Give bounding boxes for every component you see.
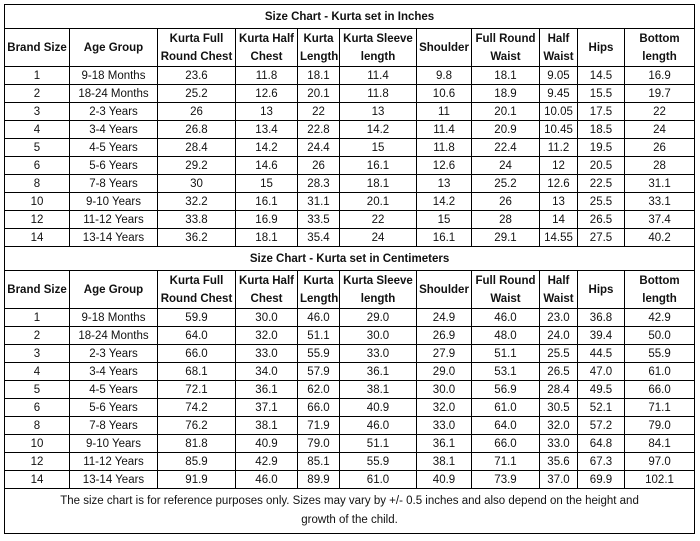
table-cell: 11: [417, 103, 472, 121]
table-cell: 71.1: [625, 399, 695, 417]
table-row: [5, 363, 695, 381]
table-cell: 36.1: [236, 381, 298, 399]
table-cell: 30.0: [340, 327, 417, 345]
table-cell: 16.1: [340, 157, 417, 175]
size-chart: [4, 4, 694, 534]
table-cell: 9-10 Years: [70, 435, 158, 453]
table-cell: 69.9: [578, 471, 625, 489]
table-cell: 55.9: [298, 345, 340, 363]
table-cell: 67.3: [578, 453, 625, 471]
table-cell: 26: [158, 103, 236, 121]
section-title: Size Chart - Kurta set in Inches: [5, 5, 695, 29]
table-cell: 10: [5, 193, 70, 211]
table-cell: 4: [5, 363, 70, 381]
table-cell: 26.5: [578, 211, 625, 229]
column-header: Shoulder: [417, 271, 472, 309]
column-header: Kurta Half Chest: [236, 29, 298, 67]
table-row: [5, 121, 695, 139]
table-cell: 38.1: [340, 381, 417, 399]
inches-title-row: [5, 5, 695, 29]
table-cell: 16.1: [236, 193, 298, 211]
table-cell: 13-14 Years: [70, 471, 158, 489]
table-cell: 42.9: [236, 453, 298, 471]
table-cell: 40.9: [236, 435, 298, 453]
table-cell: 29.2: [158, 157, 236, 175]
table-cell: 12: [5, 453, 70, 471]
column-header: Shoulder: [417, 29, 472, 67]
table-cell: 11.8: [340, 85, 417, 103]
table-cell: 46.0: [236, 471, 298, 489]
table-cell: 7-8 Years: [70, 417, 158, 435]
table-row: [5, 435, 695, 453]
table-cell: 28.4: [158, 139, 236, 157]
table-cell: 10.05: [540, 103, 578, 121]
table-cell: 14.2: [236, 139, 298, 157]
table-cell: 53.1: [472, 363, 540, 381]
column-header: Hips: [578, 29, 625, 67]
table-cell: 38.1: [236, 417, 298, 435]
table-cell: 47.0: [578, 363, 625, 381]
table-cell: 3-4 Years: [70, 121, 158, 139]
table-cell: 35.4: [298, 229, 340, 247]
table-cell: 18.5: [578, 121, 625, 139]
table-cell: 68.1: [158, 363, 236, 381]
footnote: The size chart is for reference purposes only. Sizes may vary by +/- 0.5 inches and also depend on the height and growth of the child.: [5, 489, 695, 534]
table-cell: 2: [5, 327, 70, 345]
table-cell: 22: [298, 103, 340, 121]
table-cell: 84.1: [625, 435, 695, 453]
table-cell: 9.45: [540, 85, 578, 103]
table-cell: 20.1: [298, 85, 340, 103]
table-cell: 33.0: [540, 435, 578, 453]
column-header: Kurta Half Chest: [236, 271, 298, 309]
table-cell: 6: [5, 399, 70, 417]
table-cell: 22.5: [578, 175, 625, 193]
table-row: [5, 417, 695, 435]
table-row: [5, 327, 695, 345]
table-cell: 14.6: [236, 157, 298, 175]
table-cell: 51.1: [298, 327, 340, 345]
table-cell: 18.1: [236, 229, 298, 247]
table-row: [5, 85, 695, 103]
table-cell: 3: [5, 103, 70, 121]
table-cell: 32.0: [540, 417, 578, 435]
column-header: Bottom length: [625, 271, 695, 309]
table-cell: 22: [340, 211, 417, 229]
table-cell: 26: [472, 193, 540, 211]
table-cell: 20.9: [472, 121, 540, 139]
table-cell: 7-8 Years: [70, 175, 158, 193]
table-row: [5, 157, 695, 175]
table-cell: 12.6: [236, 85, 298, 103]
table-row: [5, 175, 695, 193]
table-cell: 51.1: [472, 345, 540, 363]
table-cell: 57.9: [298, 363, 340, 381]
table-cell: 27.9: [417, 345, 472, 363]
table-cell: 76.2: [158, 417, 236, 435]
table-cell: 20.1: [472, 103, 540, 121]
table-row: [5, 381, 695, 399]
column-header: Full Round Waist: [472, 29, 540, 67]
table-cell: 37.1: [236, 399, 298, 417]
table-cell: 9-18 Months: [70, 309, 158, 327]
table-cell: 62.0: [298, 381, 340, 399]
table-cell: 9.05: [540, 67, 578, 85]
column-header: Kurta Length: [298, 29, 340, 67]
table-cell: 44.5: [578, 345, 625, 363]
table-cell: 24.0: [540, 327, 578, 345]
table-row: [5, 399, 695, 417]
table-cell: 24: [472, 157, 540, 175]
table-cell: 27.5: [578, 229, 625, 247]
table-row: [5, 309, 695, 327]
table-cell: 66.0: [158, 345, 236, 363]
table-cell: 33.1: [625, 193, 695, 211]
column-header: Kurta Full Round Chest: [158, 29, 236, 67]
size-chart-body: [5, 5, 695, 534]
table-cell: 8: [5, 417, 70, 435]
table-cell: 89.9: [298, 471, 340, 489]
table-row: [5, 139, 695, 157]
table-cell: 55.9: [340, 453, 417, 471]
table-cell: 26.8: [158, 121, 236, 139]
table-cell: 11.4: [340, 67, 417, 85]
table-cell: 4: [5, 121, 70, 139]
table-cell: 13.4: [236, 121, 298, 139]
table-cell: 33.0: [417, 417, 472, 435]
table-cell: 32.0: [417, 399, 472, 417]
table-cell: 11-12 Years: [70, 453, 158, 471]
column-header: Full Round Waist: [472, 271, 540, 309]
table-cell: 73.9: [472, 471, 540, 489]
table-cell: 28: [472, 211, 540, 229]
column-header: Kurta Sleeve length: [340, 271, 417, 309]
table-cell: 18.1: [298, 67, 340, 85]
table-cell: 3: [5, 345, 70, 363]
table-cell: 4-5 Years: [70, 381, 158, 399]
table-cell: 15.5: [578, 85, 625, 103]
table-cell: 61.0: [340, 471, 417, 489]
table-cell: 25.5: [540, 345, 578, 363]
table-cell: 33.5: [298, 211, 340, 229]
table-cell: 1: [5, 309, 70, 327]
table-cell: 23.6: [158, 67, 236, 85]
table-cell: 51.1: [340, 435, 417, 453]
table-cell: 28.4: [540, 381, 578, 399]
table-cell: 4-5 Years: [70, 139, 158, 157]
table-cell: 30.0: [236, 309, 298, 327]
table-cell: 64.0: [158, 327, 236, 345]
table-cell: 61.0: [625, 363, 695, 381]
column-header: Half Waist: [540, 271, 578, 309]
table-cell: 61.0: [472, 399, 540, 417]
table-cell: 18-24 Months: [70, 327, 158, 345]
table-cell: 1: [5, 67, 70, 85]
column-header: Age Group: [70, 271, 158, 309]
table-cell: 36.8: [578, 309, 625, 327]
table-cell: 48.0: [472, 327, 540, 345]
table-cell: 36.1: [417, 435, 472, 453]
table-cell: 5-6 Years: [70, 399, 158, 417]
table-cell: 5: [5, 381, 70, 399]
table-cell: 72.1: [158, 381, 236, 399]
table-cell: 66.0: [472, 435, 540, 453]
table-cell: 25.2: [472, 175, 540, 193]
column-header: Age Group: [70, 29, 158, 67]
column-header: Kurta Length: [298, 271, 340, 309]
table-cell: 8: [5, 175, 70, 193]
table-cell: 31.1: [298, 193, 340, 211]
table-cell: 26.5: [540, 363, 578, 381]
table-cell: 9-18 Months: [70, 67, 158, 85]
table-cell: 24.4: [298, 139, 340, 157]
table-cell: 12: [540, 157, 578, 175]
table-cell: 14.55: [540, 229, 578, 247]
table-cell: 42.9: [625, 309, 695, 327]
table-cell: 16.1: [417, 229, 472, 247]
table-cell: 10.6: [417, 85, 472, 103]
table-cell: 64.8: [578, 435, 625, 453]
table-cell: 29.1: [472, 229, 540, 247]
table-cell: 15: [417, 211, 472, 229]
table-cell: 38.1: [417, 453, 472, 471]
inches-header-row: [5, 29, 695, 67]
table-cell: 20.1: [340, 193, 417, 211]
table-cell: 16.9: [625, 67, 695, 85]
table-cell: 10.45: [540, 121, 578, 139]
table-cell: 24: [625, 121, 695, 139]
table-cell: 14.2: [340, 121, 417, 139]
table-cell: 64.0: [472, 417, 540, 435]
table-cell: 17.5: [578, 103, 625, 121]
table-cell: 26: [625, 139, 695, 157]
table-cell: 18-24 Months: [70, 85, 158, 103]
table-cell: 39.4: [578, 327, 625, 345]
section-title: Size Chart - Kurta set in Centimeters: [5, 247, 695, 271]
table-cell: 81.8: [158, 435, 236, 453]
table-cell: 26: [298, 157, 340, 175]
footnote-row: [5, 489, 695, 534]
table-cell: 6: [5, 157, 70, 175]
table-cell: 14.2: [417, 193, 472, 211]
table-cell: 14: [5, 471, 70, 489]
table-cell: 85.9: [158, 453, 236, 471]
table-cell: 12.6: [417, 157, 472, 175]
table-cell: 14.5: [578, 67, 625, 85]
table-cell: 9-10 Years: [70, 193, 158, 211]
column-header: Brand Size: [5, 271, 70, 309]
table-cell: 13-14 Years: [70, 229, 158, 247]
table-cell: 12: [5, 211, 70, 229]
table-cell: 36.1: [340, 363, 417, 381]
table-cell: 14: [540, 211, 578, 229]
table-cell: 13: [540, 193, 578, 211]
table-cell: 13: [236, 103, 298, 121]
table-cell: 30.0: [417, 381, 472, 399]
table-cell: 16.9: [236, 211, 298, 229]
table-cell: 29.0: [340, 309, 417, 327]
table-cell: 5: [5, 139, 70, 157]
table-row: [5, 67, 695, 85]
table-cell: 40.9: [340, 399, 417, 417]
table-cell: 24.9: [417, 309, 472, 327]
table-cell: 2-3 Years: [70, 103, 158, 121]
table-row: [5, 345, 695, 363]
table-cell: 14: [5, 229, 70, 247]
table-cell: 11.8: [417, 139, 472, 157]
table-cell: 18.1: [472, 67, 540, 85]
table-cell: 102.1: [625, 471, 695, 489]
column-header: Kurta Sleeve length: [340, 29, 417, 67]
table-cell: 15: [340, 139, 417, 157]
column-header: Kurta Full Round Chest: [158, 271, 236, 309]
table-cell: 29.0: [417, 363, 472, 381]
table-cell: 59.9: [158, 309, 236, 327]
table-cell: 13: [417, 175, 472, 193]
table-cell: 46.0: [472, 309, 540, 327]
table-cell: 33.0: [340, 345, 417, 363]
table-cell: 71.9: [298, 417, 340, 435]
column-header: Brand Size: [5, 29, 70, 67]
table-cell: 20.5: [578, 157, 625, 175]
table-cell: 22: [625, 103, 695, 121]
table-cell: 66.0: [625, 381, 695, 399]
table-cell: 32.2: [158, 193, 236, 211]
table-cell: 31.1: [625, 175, 695, 193]
table-cell: 74.2: [158, 399, 236, 417]
table-cell: 79.0: [625, 417, 695, 435]
table-row: [5, 211, 695, 229]
table-cell: 33.0: [236, 345, 298, 363]
table-row: [5, 453, 695, 471]
table-cell: 11.4: [417, 121, 472, 139]
table-cell: 30: [158, 175, 236, 193]
table-cell: 40.2: [625, 229, 695, 247]
table-cell: 22.4: [472, 139, 540, 157]
table-cell: 15: [236, 175, 298, 193]
table-cell: 30.5: [540, 399, 578, 417]
table-row: [5, 229, 695, 247]
table-cell: 12.6: [540, 175, 578, 193]
table-cell: 13: [340, 103, 417, 121]
table-cell: 57.2: [578, 417, 625, 435]
table-cell: 37.4: [625, 211, 695, 229]
table-cell: 32.0: [236, 327, 298, 345]
table-cell: 36.2: [158, 229, 236, 247]
table-cell: 55.9: [625, 345, 695, 363]
table-cell: 11.8: [236, 67, 298, 85]
column-header: Bottom length: [625, 29, 695, 67]
column-header: Hips: [578, 271, 625, 309]
table-row: [5, 471, 695, 489]
table-cell: 46.0: [298, 309, 340, 327]
table-cell: 3-4 Years: [70, 363, 158, 381]
table-cell: 49.5: [578, 381, 625, 399]
table-cell: 71.1: [472, 453, 540, 471]
table-cell: 5-6 Years: [70, 157, 158, 175]
table-cell: 2: [5, 85, 70, 103]
column-header: Half Waist: [540, 29, 578, 67]
centimeters-title-row: [5, 247, 695, 271]
table-cell: 22.8: [298, 121, 340, 139]
table-cell: 2-3 Years: [70, 345, 158, 363]
table-cell: 35.6: [540, 453, 578, 471]
table-cell: 24: [340, 229, 417, 247]
table-cell: 56.9: [472, 381, 540, 399]
table-cell: 28: [625, 157, 695, 175]
table-cell: 11.2: [540, 139, 578, 157]
table-row: [5, 103, 695, 121]
table-cell: 25.5: [578, 193, 625, 211]
table-row: [5, 193, 695, 211]
table-cell: 34.0: [236, 363, 298, 381]
table-cell: 50.0: [625, 327, 695, 345]
table-cell: 25.2: [158, 85, 236, 103]
centimeters-header-row: [5, 271, 695, 309]
table-cell: 79.0: [298, 435, 340, 453]
table-cell: 11-12 Years: [70, 211, 158, 229]
table-cell: 33.8: [158, 211, 236, 229]
table-cell: 28.3: [298, 175, 340, 193]
table-cell: 23.0: [540, 309, 578, 327]
table-cell: 40.9: [417, 471, 472, 489]
table-cell: 10: [5, 435, 70, 453]
table-cell: 19.5: [578, 139, 625, 157]
table-cell: 18.9: [472, 85, 540, 103]
table-cell: 37.0: [540, 471, 578, 489]
table-cell: 91.9: [158, 471, 236, 489]
table-cell: 46.0: [340, 417, 417, 435]
table-cell: 66.0: [298, 399, 340, 417]
table-cell: 19.7: [625, 85, 695, 103]
size-chart-table: [4, 4, 695, 534]
table-cell: 85.1: [298, 453, 340, 471]
table-cell: 18.1: [340, 175, 417, 193]
table-cell: 97.0: [625, 453, 695, 471]
table-cell: 26.9: [417, 327, 472, 345]
table-cell: 52.1: [578, 399, 625, 417]
table-cell: 9.8: [417, 67, 472, 85]
